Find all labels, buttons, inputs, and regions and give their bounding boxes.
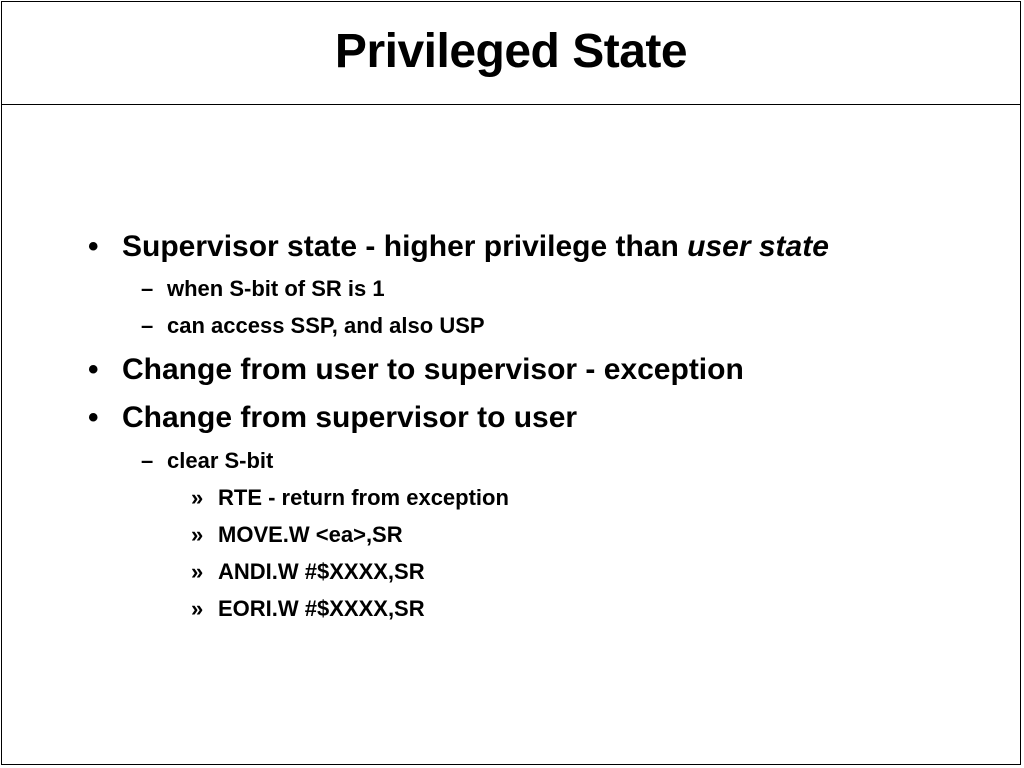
bullet-supervisor-to-user [88, 401, 578, 434]
subsubbullet-rte [191, 485, 509, 510]
title-bar [2, 2, 1020, 105]
subbullet-text: when S-bit of SR is 1 [167, 276, 385, 301]
subsubbullet-text: EORI.W #$XXXX,SR [218, 596, 425, 621]
bullet-text: Change from supervisor to user [122, 401, 578, 434]
subsubbullet-text: MOVE.W <ea>,SR [218, 522, 403, 547]
subsubbullet-move [191, 522, 403, 547]
subsubbullet-text: RTE - return from exception [218, 485, 509, 510]
subsubbullet-eori [191, 596, 425, 621]
chevron-marker: » [191, 522, 204, 547]
subbullet-text: can access SSP, and also USP [167, 313, 485, 338]
chevron-marker: » [191, 596, 204, 621]
bullet-emphasis: user state [687, 230, 829, 263]
bullet-marker: • [88, 353, 99, 386]
subbullet-ssp-usp [141, 313, 485, 338]
subbullet-clear-s-bit [141, 448, 274, 473]
bullet-text: Supervisor state - higher privilege than [122, 230, 688, 263]
bullet-supervisor-state [88, 230, 829, 263]
bullet-marker: • [88, 401, 99, 434]
bullet-marker: • [88, 230, 99, 263]
chevron-marker: » [191, 485, 204, 510]
dash-marker: – [141, 276, 154, 301]
chevron-marker: » [191, 559, 204, 584]
bullet-user-to-supervisor [88, 353, 744, 386]
dash-marker: – [141, 448, 154, 473]
slide-title: Privileged State [334, 25, 688, 78]
subbullet-s-bit [141, 276, 385, 301]
subsubbullet-andi [191, 559, 425, 584]
bullet-text: Change from user to supervisor - exception [122, 353, 744, 386]
subbullet-text: clear S-bit [167, 448, 274, 473]
subsubbullet-text: ANDI.W #$XXXX,SR [218, 559, 425, 584]
slide-frame [1, 1, 1021, 765]
dash-marker: – [141, 313, 154, 338]
